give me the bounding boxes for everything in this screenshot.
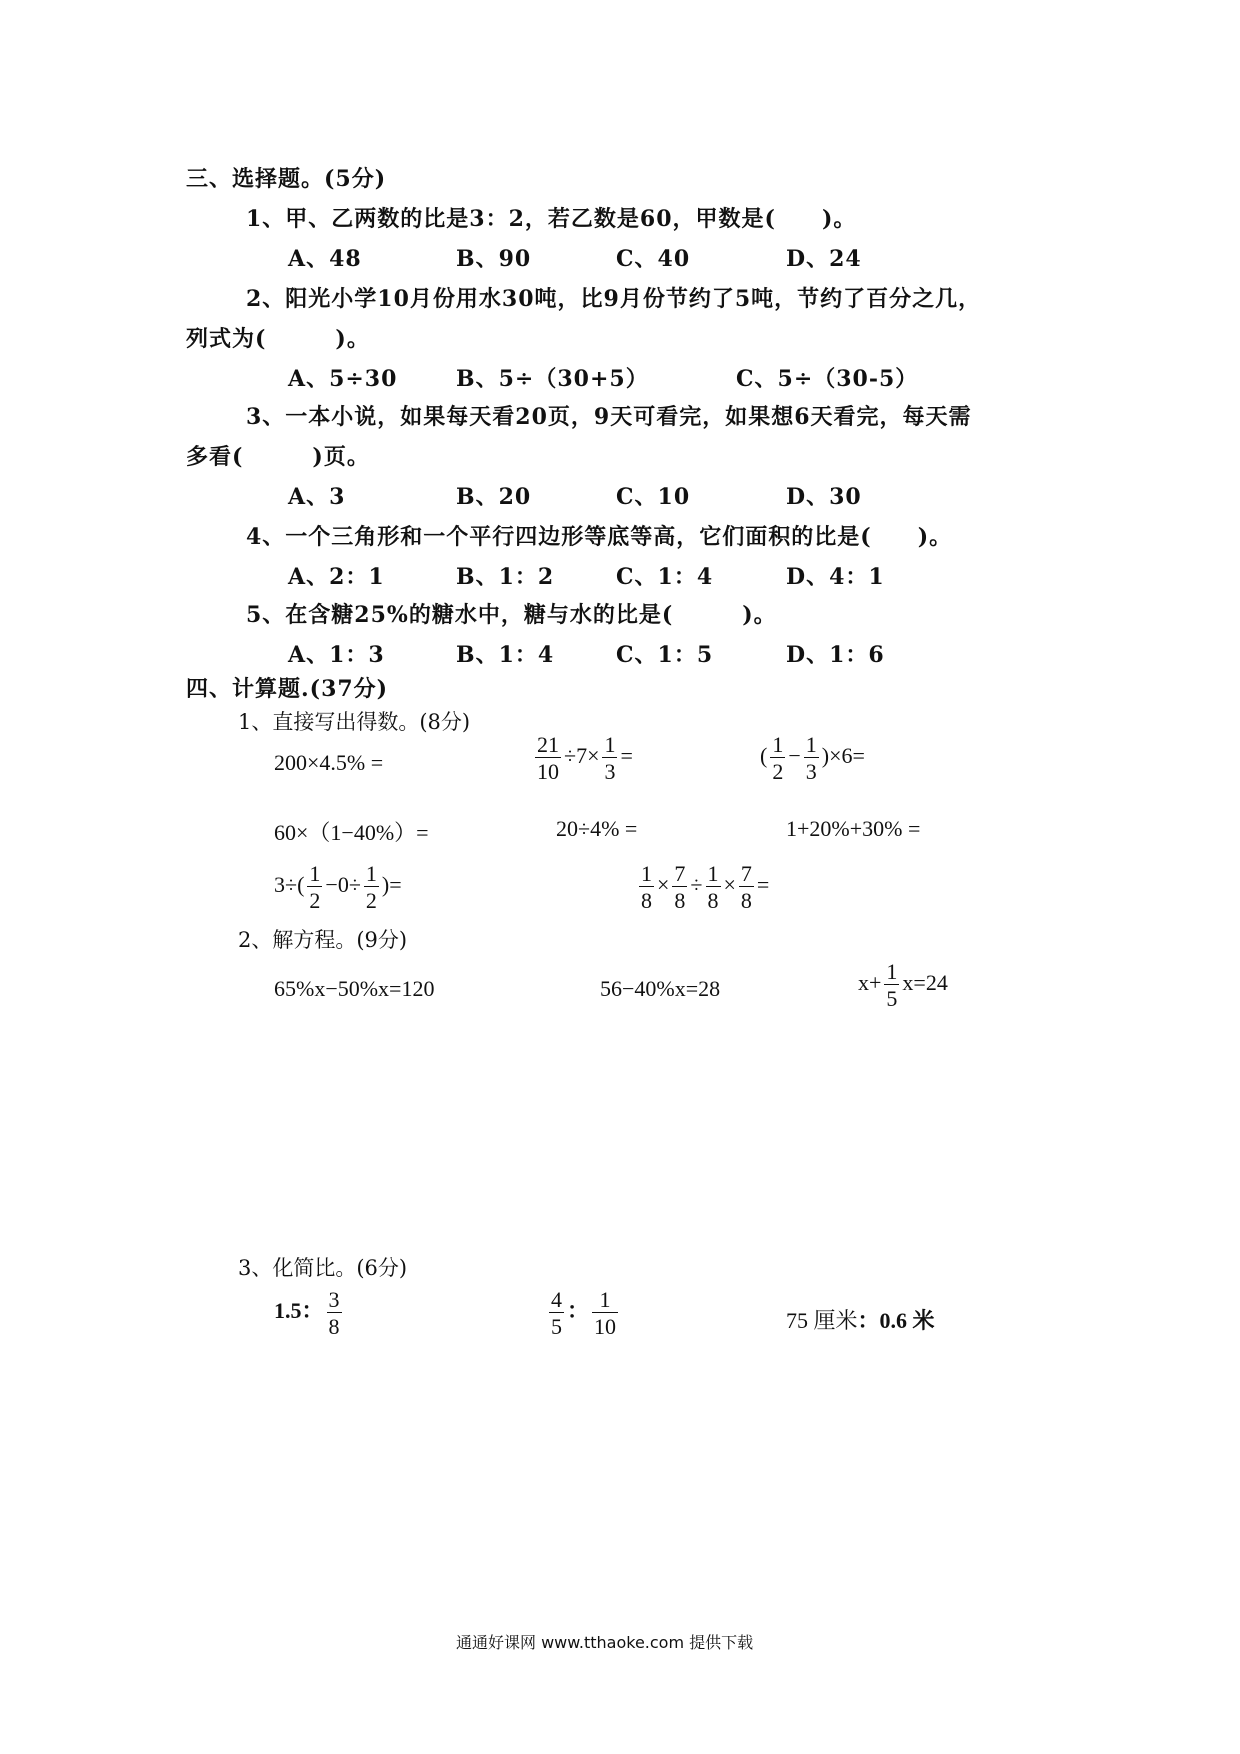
q5-option-a: A、1：3	[288, 642, 385, 668]
fraction: $\frac{1}{2}$	[365, 861, 377, 914]
q1-option-c: C、40	[616, 246, 691, 272]
equation-3: x+ $\frac{1}{5}$ x=24	[858, 959, 948, 1012]
expr-1: 200×4.5% =	[274, 750, 384, 775]
q4-option-b: B、1：2	[456, 564, 555, 590]
fraction: $\frac{21}{10}$	[537, 732, 559, 785]
expr-3: ( $\frac{1}{2}$ − $\frac{1}{3}$ )×6=	[760, 732, 865, 785]
q3-option-c: C、10	[616, 484, 691, 510]
fraction: $\frac{1}{3}$	[604, 732, 616, 785]
q3-option-a: A、3	[288, 484, 346, 510]
ratio-2: $\frac{4}{5}$ ： $\frac{1}{10}$	[551, 1287, 617, 1340]
part2-title: 2、解方程。(9分)	[238, 928, 408, 952]
q4-option-c: C、1：4	[616, 564, 714, 590]
q5-option-c: C、1：5	[616, 642, 714, 668]
q1-option-d: D、24	[786, 246, 862, 272]
fraction: $\frac{4}{5}$	[551, 1287, 562, 1340]
expr-7: 3÷( $\frac{1}{2}$ −0÷ $\frac{1}{2}$ )=	[274, 861, 402, 914]
q1-option-a: A、48	[288, 246, 362, 272]
fraction: $\frac{1}{8}$	[707, 861, 719, 914]
fraction: $\frac{1}{5}$	[886, 959, 898, 1012]
equation-1: 65%x−50%x=120	[274, 976, 435, 1001]
fraction: $\frac{1}{2}$	[309, 861, 321, 914]
expr-8: $\frac{1}{8}$ × $\frac{7}{8}$ ÷ $\frac{1}{8}$ × $\frac{7}{8}$ =	[641, 861, 770, 914]
expr-4: 60×（1−40%）=	[274, 820, 429, 845]
part1-title: 1、直接写出得数。(8分)	[238, 710, 471, 734]
fraction: $\frac{7}{8}$	[674, 861, 686, 914]
fraction: $\frac{7}{8}$	[740, 861, 752, 914]
part3-title: 3、化简比。(6分)	[238, 1256, 408, 1280]
q5-option-b: B、1：4	[456, 642, 555, 668]
section3-title: 三、选择题。(5分)	[186, 166, 387, 192]
question-2-stem: 2、阳光小学10月份用水30吨，比9月份节约了5吨，节约了百分之几，	[246, 286, 982, 312]
fraction: $\frac{1}{10}$	[594, 1287, 617, 1340]
question-2-stem-cont: 列式为( )。	[186, 326, 370, 352]
q2-option-b: B、5÷（30+5）	[456, 366, 649, 392]
q3-option-d: D、30	[786, 484, 862, 510]
q4-option-d: D、4：1	[786, 564, 885, 590]
q4-option-a: A、2：1	[288, 564, 385, 590]
footer-download-note: 通通好课网 www.tthaoke.com 提供下载	[456, 1633, 754, 1652]
expr-2: $\frac{21}{10}$ ÷7× $\frac{1}{3}$ =	[537, 732, 633, 785]
q2-option-c: C、5÷（30-5）	[736, 366, 919, 392]
equation-2: 56−40%x=28	[600, 976, 721, 1001]
fraction: $\frac{1}{2}$	[772, 732, 784, 785]
q1-option-b: B、90	[456, 246, 532, 272]
question-1-stem: 1、甲、乙两数的比是3：2，若乙数是60，甲数是( )。	[246, 206, 857, 232]
expr-6: 1+20%+30% =	[786, 816, 921, 841]
q3-option-b: B、20	[456, 484, 532, 510]
expr-5: 20÷4% =	[556, 816, 638, 841]
q2-option-a: A、5÷30	[288, 366, 398, 392]
question-4-stem: 4、一个三角形和一个平行四边形等底等高，它们面积的比是( )。	[246, 524, 953, 550]
fraction: $\frac{1}{3}$	[805, 732, 817, 785]
ratio-1: 1.5： $\frac{3}{8}$	[274, 1287, 340, 1340]
question-3-stem-cont: 多看( )页。	[186, 444, 370, 470]
section4-title: 四、计算题.(37分)	[186, 676, 389, 702]
question-5-stem: 5、在含糖25%的糖水中，糖与水的比是( )。	[246, 602, 777, 628]
ratio-3: 75 厘米：0.6 米	[786, 1308, 935, 1333]
fraction: $\frac{1}{8}$	[641, 861, 652, 914]
q5-option-d: D、1：6	[786, 642, 885, 668]
fraction: $\frac{3}{8}$	[328, 1287, 340, 1340]
question-3-stem: 3、一本小说，如果每天看20页，9天可看完，如果想6天看完，每天需	[246, 404, 972, 430]
